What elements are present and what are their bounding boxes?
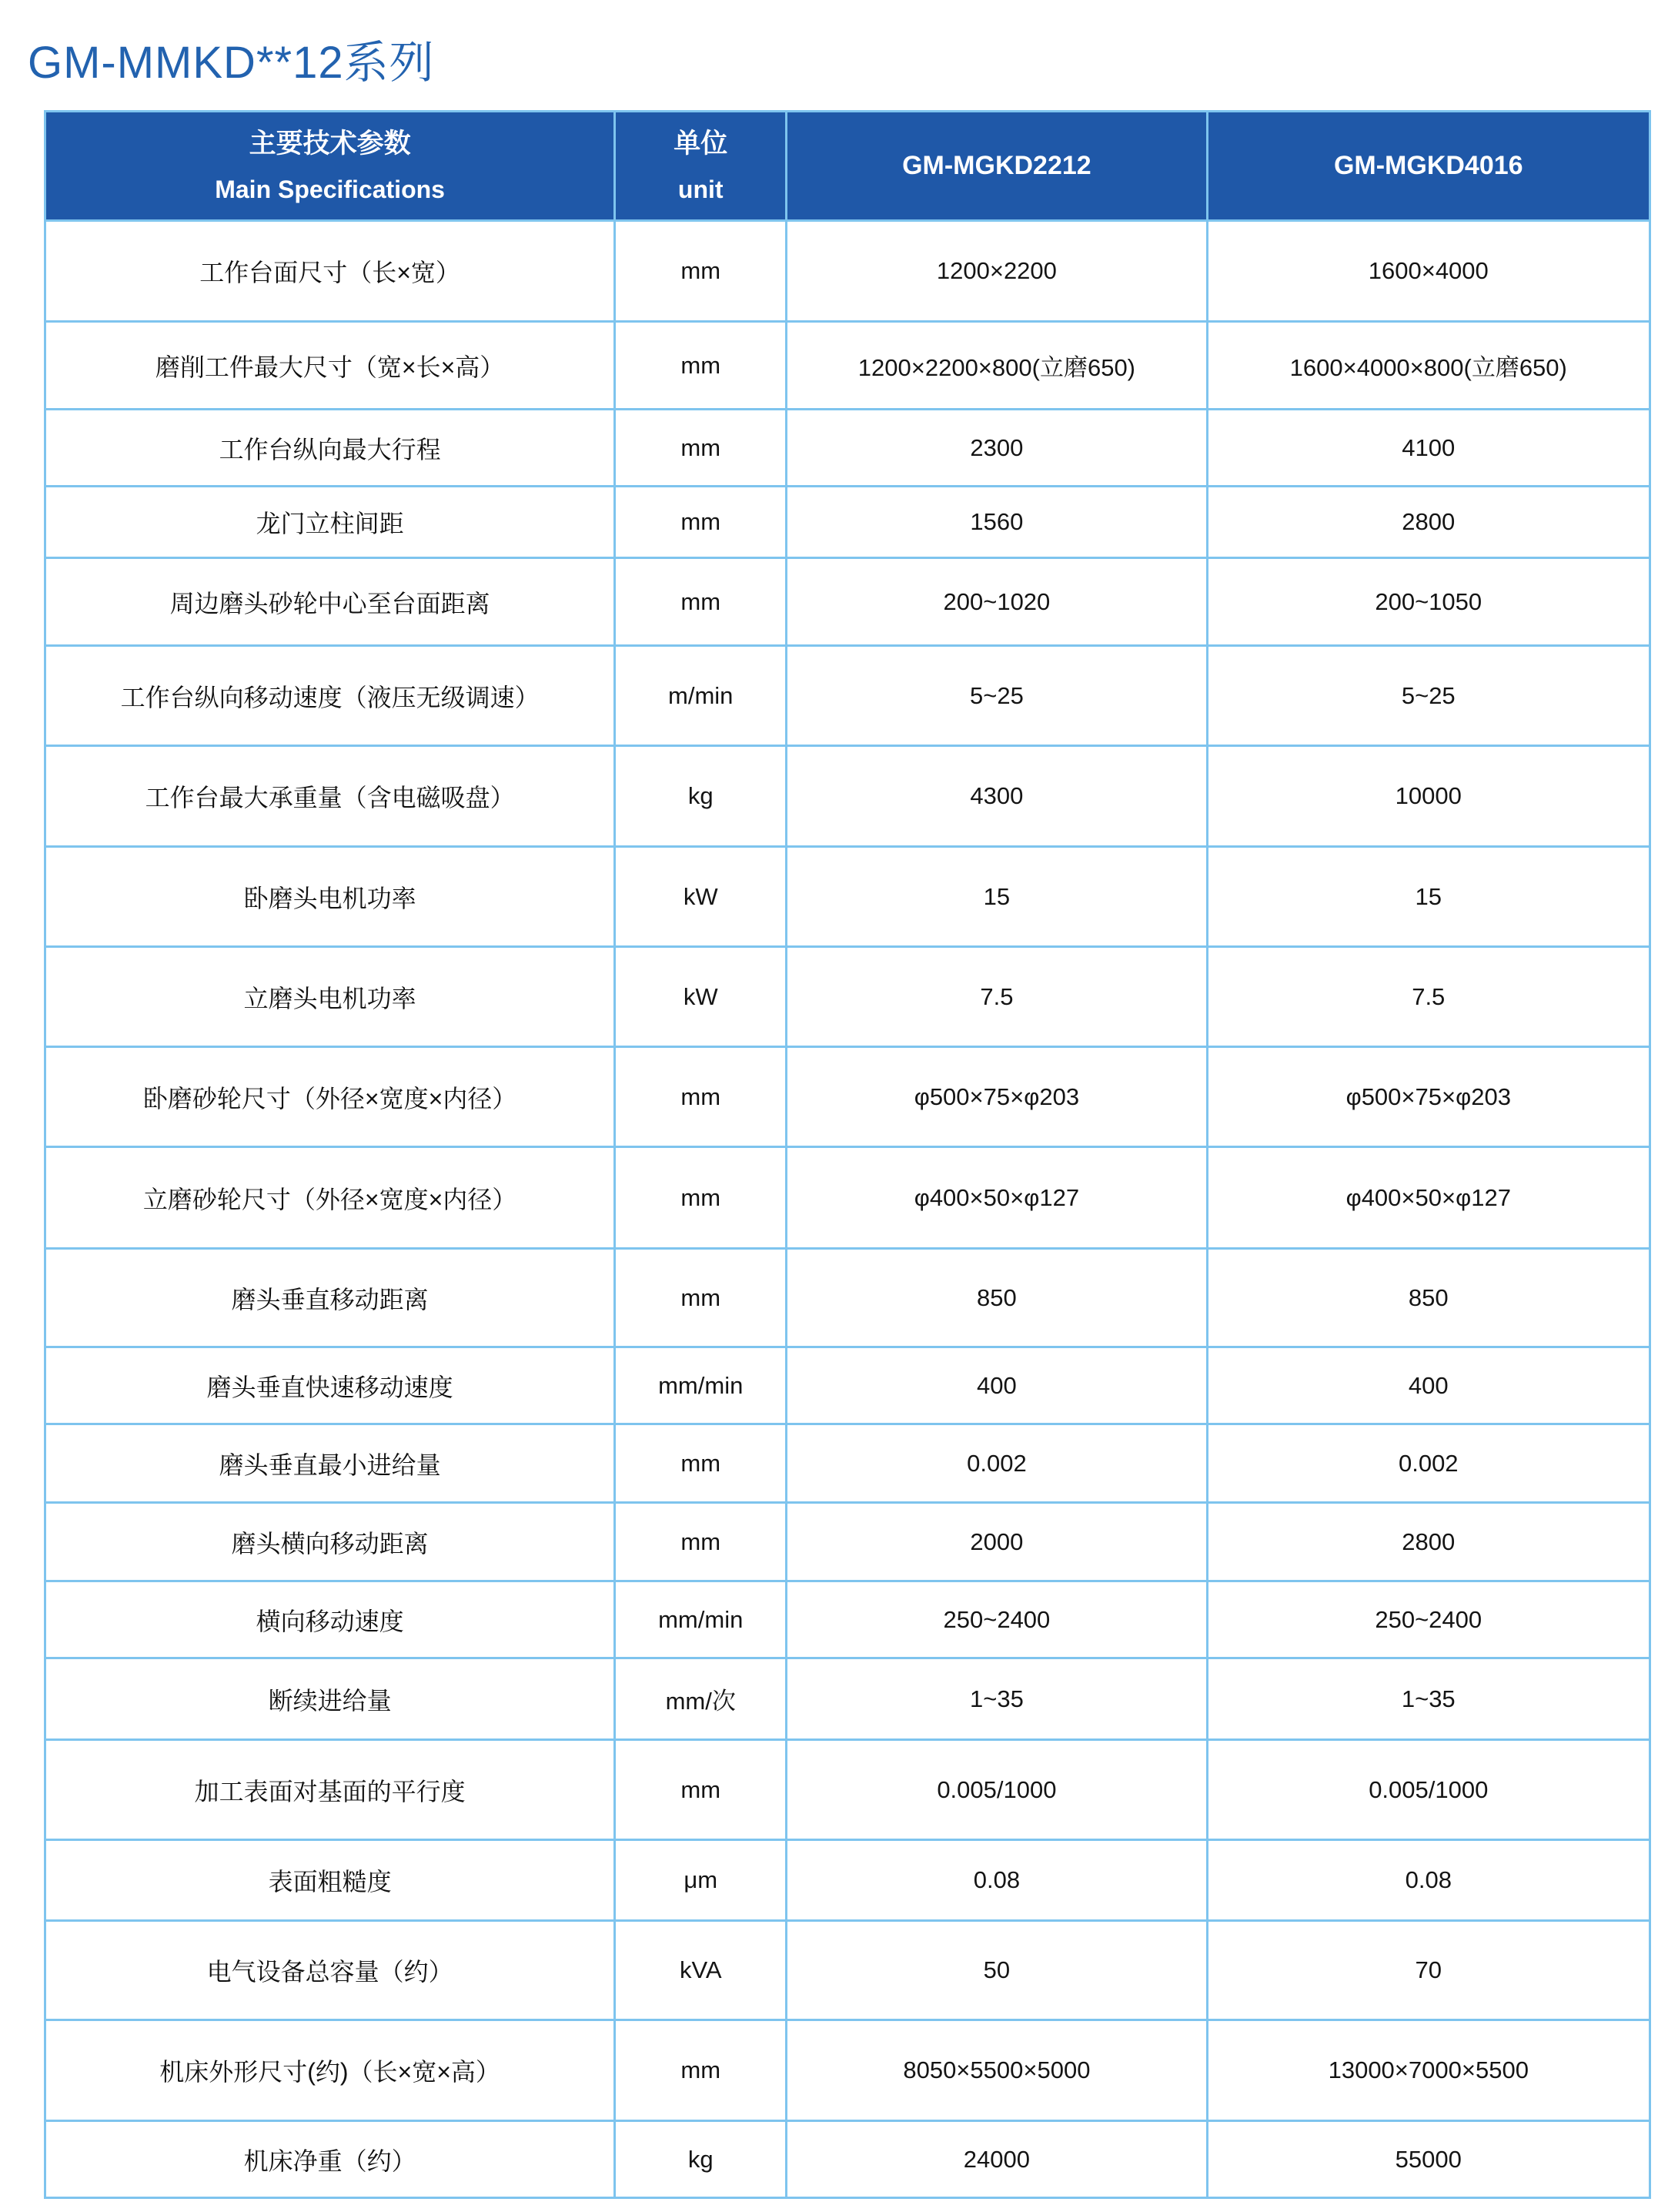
cell-unit: mm bbox=[615, 1249, 787, 1347]
cell-unit: kVA bbox=[615, 1921, 787, 2020]
cell-unit: mm bbox=[615, 410, 787, 487]
header-unit-zh: 单位 bbox=[674, 129, 728, 159]
table-row bbox=[45, 1347, 1650, 1424]
cell-param: 磨头垂直快速移动速度 bbox=[45, 1347, 615, 1424]
cell-unit: mm bbox=[615, 1147, 787, 1249]
cell-param: 电气设备总容量（约） bbox=[45, 1921, 615, 2020]
cell-param: 磨头垂直最小进给量 bbox=[45, 1424, 615, 1503]
cell-param: 工作台面尺寸（长×宽） bbox=[45, 221, 615, 322]
cell-value-2: 400 bbox=[1207, 1347, 1650, 1424]
cell-unit: mm/次 bbox=[615, 1658, 787, 1740]
header-cell-parameters bbox=[45, 112, 615, 221]
cell-param: 工作台最大承重量（含电磁吸盘） bbox=[45, 746, 615, 847]
cell-value-1: 2300 bbox=[787, 410, 1207, 487]
cell-value-2: 5~25 bbox=[1207, 646, 1650, 746]
table-row bbox=[45, 1424, 1650, 1503]
table-row bbox=[45, 558, 1650, 646]
cell-value-1: 1560 bbox=[787, 487, 1207, 558]
cell-unit: mm bbox=[615, 1503, 787, 1581]
cell-value-1: 5~25 bbox=[787, 646, 1207, 746]
cell-value-2: 850 bbox=[1207, 1249, 1650, 1347]
table-row bbox=[45, 847, 1650, 947]
cell-param: 立磨头电机功率 bbox=[45, 947, 615, 1047]
cell-value-2: φ500×75×φ203 bbox=[1207, 1047, 1650, 1147]
table-row bbox=[45, 746, 1650, 847]
cell-param: 工作台纵向移动速度（液压无级调速） bbox=[45, 646, 615, 746]
cell-param: 表面粗糙度 bbox=[45, 1840, 615, 1921]
cell-param: 龙门立柱间距 bbox=[45, 487, 615, 558]
cell-unit: mm bbox=[615, 487, 787, 558]
table-row bbox=[45, 1740, 1650, 1840]
cell-value-1: 0.005/1000 bbox=[787, 1740, 1207, 1840]
cell-value-2: 1600×4000×800(立磨650) bbox=[1207, 322, 1650, 410]
cell-unit: mm bbox=[615, 1047, 787, 1147]
cell-value-2: 0.08 bbox=[1207, 1840, 1650, 1921]
cell-param: 卧磨砂轮尺寸（外径×宽度×内径） bbox=[45, 1047, 615, 1147]
cell-value-1: 24000 bbox=[787, 2121, 1207, 2198]
table-row bbox=[45, 1147, 1650, 1249]
cell-value-1: 1200×2200×800(立磨650) bbox=[787, 322, 1207, 410]
table-row bbox=[45, 2020, 1650, 2121]
header-parameters-zh: 主要技术参数 bbox=[249, 129, 411, 159]
cell-unit: μm bbox=[615, 1840, 787, 1921]
cell-value-2: 2800 bbox=[1207, 487, 1650, 558]
cell-param: 机床净重（约） bbox=[45, 2121, 615, 2198]
cell-value-1: 1~35 bbox=[787, 1658, 1207, 1740]
cell-value-1: 1200×2200 bbox=[787, 221, 1207, 322]
cell-value-2: 1600×4000 bbox=[1207, 221, 1650, 322]
table-row bbox=[45, 1249, 1650, 1347]
cell-unit: mm bbox=[615, 1740, 787, 1840]
cell-param: 机床外形尺寸(约)（长×宽×高） bbox=[45, 2020, 615, 2121]
cell-value-2: φ400×50×φ127 bbox=[1207, 1147, 1650, 1249]
cell-param: 卧磨头电机功率 bbox=[45, 847, 615, 947]
cell-value-1: 7.5 bbox=[787, 947, 1207, 1047]
header-cell-model-2: GM-MGKD4016 bbox=[1207, 112, 1650, 221]
spec-table bbox=[44, 110, 1651, 2199]
cell-value-2: 250~2400 bbox=[1207, 1581, 1650, 1658]
cell-value-2: 0.005/1000 bbox=[1207, 1740, 1650, 1840]
cell-value-1: φ500×75×φ203 bbox=[787, 1047, 1207, 1147]
cell-unit: mm/min bbox=[615, 1347, 787, 1424]
page-title: GM-MMKD**12系列 bbox=[28, 38, 435, 88]
cell-unit: mm bbox=[615, 2020, 787, 2121]
cell-value-1: 0.08 bbox=[787, 1840, 1207, 1921]
cell-unit: mm bbox=[615, 1424, 787, 1503]
header-unit-en: unit bbox=[677, 176, 724, 203]
cell-unit: kW bbox=[615, 947, 787, 1047]
cell-value-1: 4300 bbox=[787, 746, 1207, 847]
cell-param: 周边磨头砂轮中心至台面距离 bbox=[45, 558, 615, 646]
header-cell-model-1: GM-MGKD2212 bbox=[787, 112, 1207, 221]
cell-unit: mm bbox=[615, 322, 787, 410]
cell-value-1: 50 bbox=[787, 1921, 1207, 2020]
cell-unit: mm/min bbox=[615, 1581, 787, 1658]
cell-value-2: 4100 bbox=[1207, 410, 1650, 487]
cell-param: 磨头垂直移动距离 bbox=[45, 1249, 615, 1347]
cell-value-1: 850 bbox=[787, 1249, 1207, 1347]
cell-param: 横向移动速度 bbox=[45, 1581, 615, 1658]
cell-value-2: 13000×7000×5500 bbox=[1207, 2020, 1650, 2121]
table-row bbox=[45, 1658, 1650, 1740]
cell-value-2: 0.002 bbox=[1207, 1424, 1650, 1503]
table-row bbox=[45, 646, 1650, 746]
cell-unit: kW bbox=[615, 847, 787, 947]
cell-param: 加工表面对基面的平行度 bbox=[45, 1740, 615, 1840]
cell-value-1: 250~2400 bbox=[787, 1581, 1207, 1658]
table-row bbox=[45, 947, 1650, 1047]
table-row bbox=[45, 322, 1650, 410]
header-cell-unit bbox=[615, 112, 787, 221]
cell-unit: kg bbox=[615, 746, 787, 847]
cell-value-2: 1~35 bbox=[1207, 1658, 1650, 1740]
table-row bbox=[45, 1581, 1650, 1658]
cell-value-2: 10000 bbox=[1207, 746, 1650, 847]
header-parameters-en: Main Specifications bbox=[215, 176, 445, 203]
cell-value-1: φ400×50×φ127 bbox=[787, 1147, 1207, 1249]
cell-unit: mm bbox=[615, 221, 787, 322]
header-row bbox=[45, 112, 1650, 221]
table-row bbox=[45, 410, 1650, 487]
cell-value-1: 2000 bbox=[787, 1503, 1207, 1581]
table-row bbox=[45, 1047, 1650, 1147]
table-row bbox=[45, 487, 1650, 558]
table-row bbox=[45, 2121, 1650, 2198]
cell-unit: m/min bbox=[615, 646, 787, 746]
cell-param: 立磨砂轮尺寸（外径×宽度×内径） bbox=[45, 1147, 615, 1249]
table-row bbox=[45, 1840, 1650, 1921]
cell-value-1: 400 bbox=[787, 1347, 1207, 1424]
cell-param: 断续进给量 bbox=[45, 1658, 615, 1740]
table-row bbox=[45, 1503, 1650, 1581]
cell-value-2: 55000 bbox=[1207, 2121, 1650, 2198]
cell-value-1: 200~1020 bbox=[787, 558, 1207, 646]
cell-value-1: 0.002 bbox=[787, 1424, 1207, 1503]
cell-value-2: 2800 bbox=[1207, 1503, 1650, 1581]
spec-table-header bbox=[45, 112, 1650, 221]
cell-value-1: 8050×5500×5000 bbox=[787, 2020, 1207, 2121]
cell-value-2: 70 bbox=[1207, 1921, 1650, 2020]
cell-param: 磨削工件最大尺寸（宽×长×高） bbox=[45, 322, 615, 410]
cell-param: 磨头横向移动距离 bbox=[45, 1503, 615, 1581]
cell-value-2: 7.5 bbox=[1207, 947, 1650, 1047]
cell-unit: kg bbox=[615, 2121, 787, 2198]
cell-unit: mm bbox=[615, 558, 787, 646]
table-row bbox=[45, 1921, 1650, 2020]
cell-value-2: 15 bbox=[1207, 847, 1650, 947]
cell-value-2: 200~1050 bbox=[1207, 558, 1650, 646]
cell-param: 工作台纵向最大行程 bbox=[45, 410, 615, 487]
cell-value-1: 15 bbox=[787, 847, 1207, 947]
spec-table-body bbox=[45, 221, 1650, 2198]
table-row bbox=[45, 221, 1650, 322]
